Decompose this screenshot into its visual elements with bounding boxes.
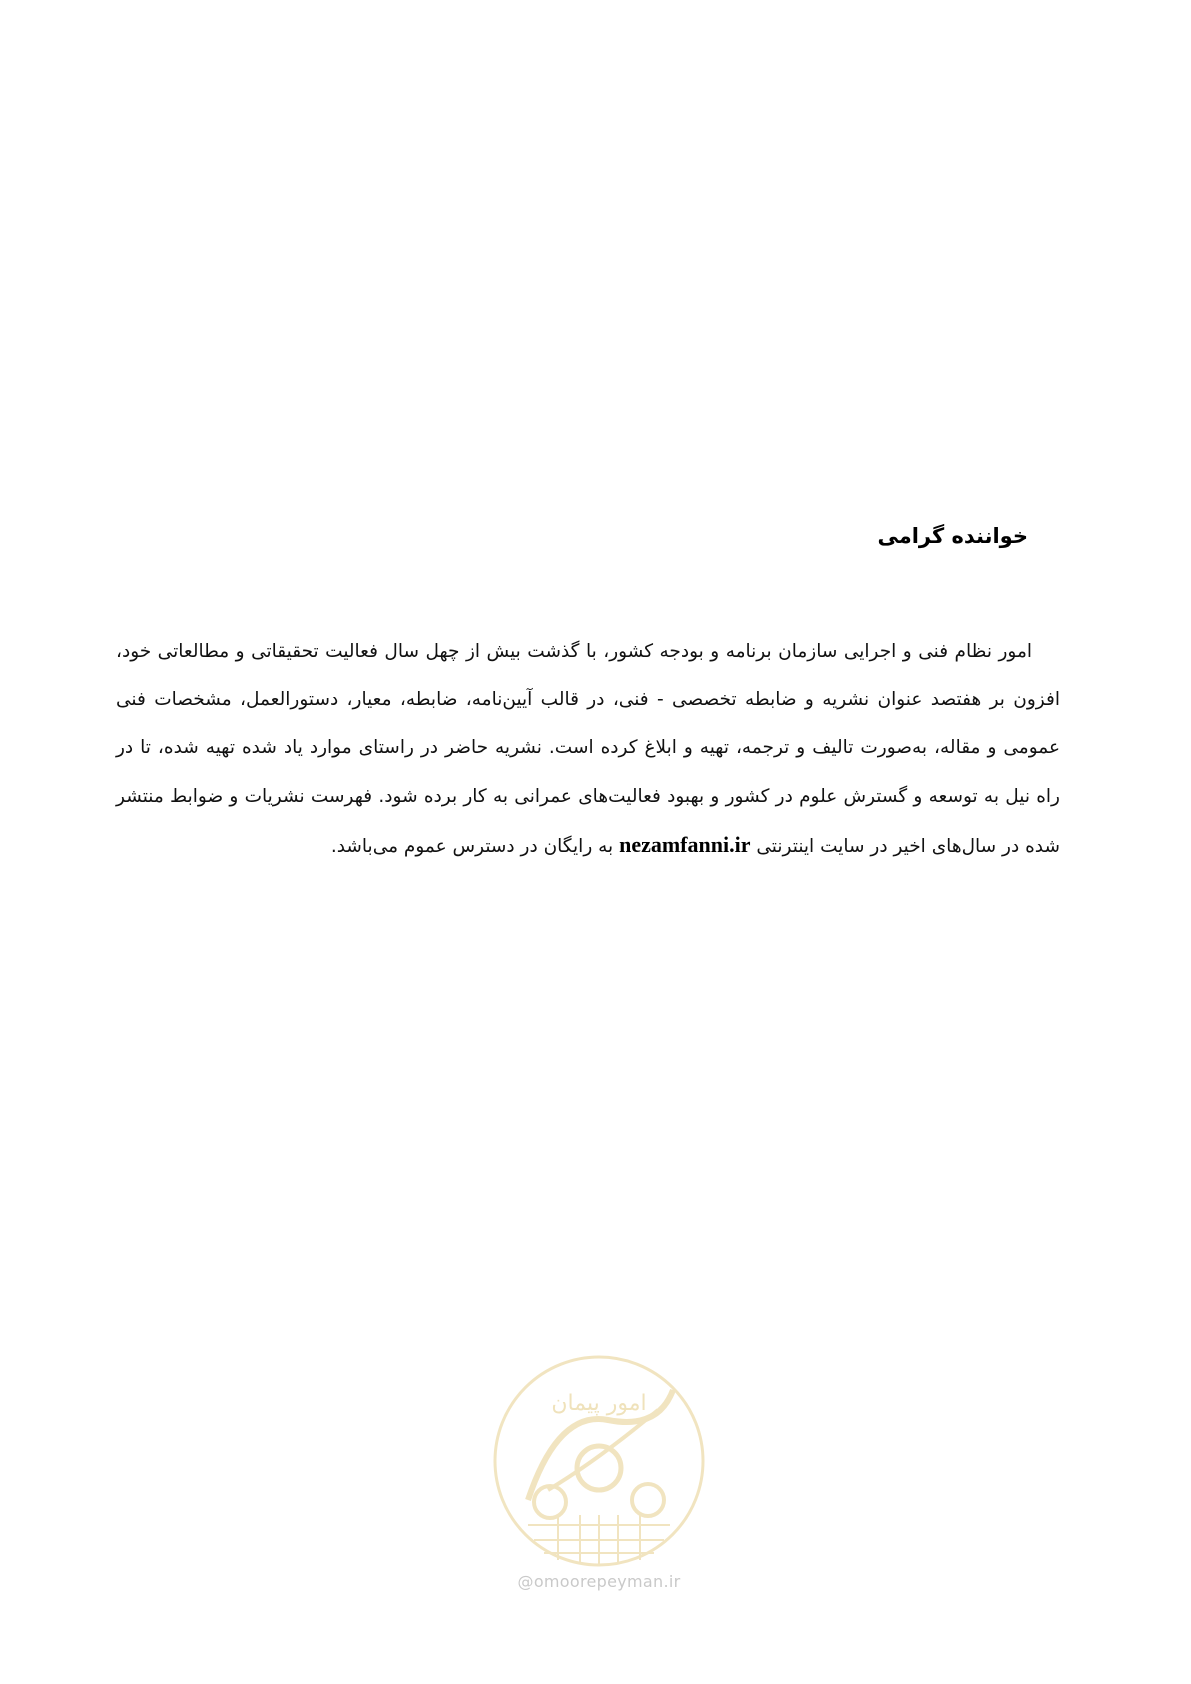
paragraph-text-part1: امور نظام فنی و اجرایی سازمان برنامه و بودجه کشور، با گذشت بیش از چهل سال فعالیت تحقیقاتی و مطالعاتی خود، افزون بر هفتصد عنوان نشریه و ضابطه تخصصی - فنی، در قالب آیین‌نامه، ضابطه، معیار، دستورالعمل، مشخصات فنی عمومی و مقاله، به‌صورت تالیف و ترجمه، تهیه و ابلاغ کرده است. نشریه حاضر در راستای موارد یاد شده تهیه شده، تا در راه نیل به توسعه و گسترش علوم در کشور و بهبود فعالیت‌های عمرانی به کار برده شود. فهرست نشریات و ضوابط منتشر شده در سال‌های اخیر در سایت اینترنتی [116, 641, 1060, 857]
at-icon: @ [517, 1572, 534, 1591]
watermark-caption-text: omoorepeyman.ir [533, 1572, 681, 1591]
watermark-caption [488, 1572, 710, 1591]
body-paragraph [116, 628, 1060, 871]
watermark-grid [528, 1515, 670, 1565]
paragraph-text-part2: به رایگان در دسترس عموم می‌باشد. [330, 835, 614, 857]
watermark-logo-text: امور پیمان [551, 1391, 647, 1416]
helmet-gear-icon [632, 1484, 664, 1516]
page-heading: خواننده گرامی [877, 524, 1028, 548]
watermark-logo [488, 1350, 710, 1600]
website-link: nezamfanni.ir [619, 831, 751, 857]
